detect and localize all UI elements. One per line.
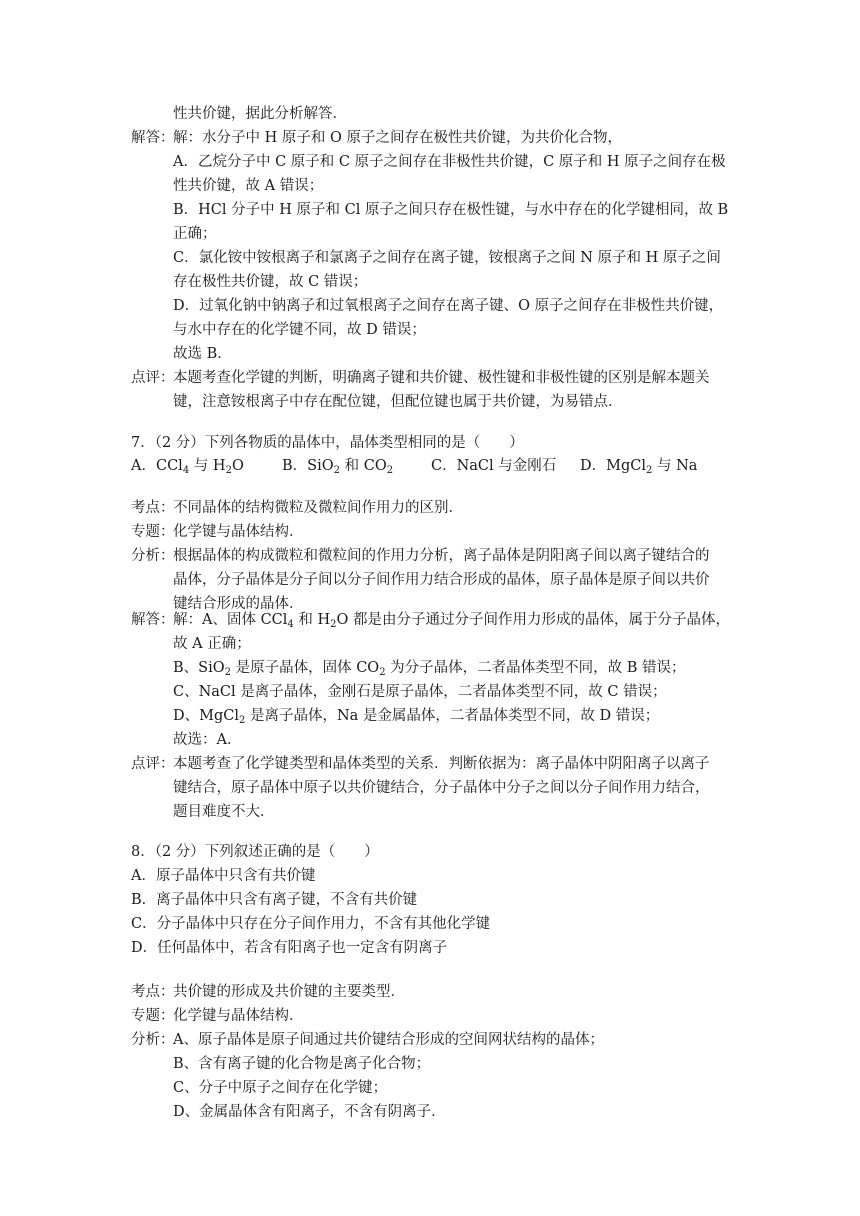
option-c: C．NaCl 与金刚石: [431, 458, 557, 474]
line-text: 晶体，分子晶体是分子间以分子间作用力结合形成的晶体，原子晶体是原子间以共价: [173, 572, 710, 588]
line-text: 存在极性共价键，故 C 错误；: [173, 274, 368, 290]
text-line: [0, 1052, 860, 1076]
text-line: [0, 1076, 860, 1100]
line-text: D、金属晶体含有阳离子，不含有阴离子．: [173, 1104, 446, 1120]
line-text: 化学键与晶体结构．: [173, 1008, 304, 1024]
line-text: B．HCl 分子中 H 原子和 Cl 原子之间只存在极性键，与水中存在的化学键相同，故 B: [173, 202, 729, 218]
line-text: 共价键的形成及共价键的主要类型．: [173, 984, 405, 1000]
question-text: 7．（2 分）下列各物质的晶体中，晶体类型相同的是（ ）: [131, 435, 524, 451]
line-text: D、MgCl$_2$ 是离子晶体，Na 是金属晶体，二者晶体类型不同，故 D 错误；: [173, 708, 660, 726]
line-text: 性共价键，故 A 错误；: [173, 178, 324, 194]
topic-section: [0, 1004, 860, 1028]
question-7-stem: [0, 431, 860, 455]
option-text: D．任何晶体中，若含有阳离子也一定含有阴离子: [131, 940, 448, 956]
line-text: C、NaCl 是离子晶体，金刚石是原子晶体，二者晶体类型不同，故 C 错误；: [173, 684, 667, 700]
text-line: [0, 390, 860, 414]
text-line: [0, 1100, 860, 1124]
comment-section: [0, 752, 860, 776]
section-label: 考点：: [131, 984, 175, 1000]
section-label: 专题：: [131, 1008, 175, 1024]
line-text: 解：A、固体 CCl$_4$ 和 $H_2O$ 都是由分子通过分子间作用力形成的晶体，属于分子晶体，: [173, 612, 731, 630]
line-text: 与水中存在的化学键不同，故 D 错误；: [173, 322, 426, 338]
text-line: [0, 102, 860, 126]
question-7-options: [0, 454, 860, 478]
section-label: 专题：: [131, 524, 175, 540]
section-label: 点评：: [131, 370, 175, 386]
line-text: B、SiO$_2$ 是原子晶体，固体 $CO_2$ 为分子晶体，二者晶体类型不同，故 B 错误；: [173, 660, 686, 678]
line-text: 根据晶体的构成微粒和微粒间的作用力分析，离子晶体是阴阳离子间以离子键结合的: [173, 548, 710, 564]
line-text: 不同晶体的结构微粒及微粒间作用力的区别．: [173, 500, 463, 516]
line-text: D．过氧化钠中钠离子和过氧根离子之间存在离子键、O 原子之间存在非极性共价键，: [173, 298, 724, 314]
text-line: [0, 656, 860, 680]
option-a: A．CCl$_4$ 与 $H_2O$: [131, 458, 244, 476]
line-text: 键结合，原子晶体中原子以共价键结合，分子晶体中分子之间以分子间作用力结合，: [173, 780, 710, 796]
question-text: 8．（2 分）下列叙述正确的是（ ）: [131, 844, 379, 860]
text-line: [0, 704, 860, 728]
line-text: C．氯化铵中铵根离子和氯离子之间存在离子键，铵根离子之间 N 原子和 H 原子之间: [173, 250, 721, 266]
text-line: [0, 270, 860, 294]
line-text: A、原子晶体是原子间通过共价键结合形成的空间网状结构的晶体；: [173, 1032, 604, 1048]
text-line: [0, 198, 860, 222]
line-text: 解：水分子中 H 原子和 O 原子之间存在极性共价键，为共价化合物，: [173, 130, 622, 146]
line-text: 故选 B．: [173, 346, 232, 362]
key-point-section: [0, 980, 860, 1004]
section-label: 分析：: [131, 1032, 175, 1048]
line-text: 性共价键，据此分析解答．: [173, 106, 347, 122]
analysis-section: [0, 1028, 860, 1052]
text-line: [0, 568, 860, 592]
line-text: B、含有离子键的化合物是离子化合物；: [173, 1056, 431, 1072]
section-label: 分析：: [131, 548, 175, 564]
line-text: 键结合形成的晶体．: [173, 596, 304, 612]
text-line: [0, 728, 860, 752]
comment-section: [0, 366, 860, 390]
line-text: 本题考查了化学键类型和晶体类型的关系．判断依据为：离子晶体中阴阳离子以离子: [173, 756, 710, 772]
section-label: 点评：: [131, 756, 175, 772]
text-line: [0, 246, 860, 270]
key-point-section: [0, 496, 860, 520]
text-line: [0, 174, 860, 198]
line-text: 题目难度不大．: [173, 804, 275, 820]
line-text: 键，注意铵根离子中存在配位键，但配位键也属于共价键，为易错点．: [173, 394, 623, 410]
section-label: 解答：: [131, 130, 175, 146]
section-label: 解答：: [131, 612, 175, 628]
line-text: C、分子中原子之间存在化学键；: [173, 1080, 388, 1096]
answer-section: [0, 608, 860, 632]
line-text: 化学键与晶体结构．: [173, 524, 304, 540]
line-text: 故选：A．: [173, 732, 242, 748]
option-a: [0, 864, 860, 888]
option-b: B．SiO$_2$ 和 $CO_2$: [282, 458, 394, 476]
text-line: [0, 342, 860, 366]
option-d: [0, 936, 860, 960]
text-line: [0, 150, 860, 174]
option-text: A．原子晶体中只含有共价键: [131, 868, 316, 884]
question-8-stem: [0, 840, 860, 864]
text-line: [0, 800, 860, 824]
text-line: [0, 222, 860, 246]
option-d: D．MgCl$_2$ 与 Na: [580, 458, 698, 476]
option-text: C．分子晶体中只存在分子间作用力，不含有其他化学键: [131, 916, 491, 932]
option-c: [0, 912, 860, 936]
text-line: [0, 294, 860, 318]
text-line: [0, 632, 860, 656]
topic-section: [0, 520, 860, 544]
text-line: [0, 680, 860, 704]
line-text: 正确；: [173, 226, 217, 242]
option-text: B．离子晶体中只含有离子键，不含有共价键: [131, 892, 418, 908]
text-line: [0, 776, 860, 800]
text-line: [0, 318, 860, 342]
answer-section: [0, 126, 860, 150]
line-text: 本题考查化学键的判断，明确离子键和共价键、极性键和非极性键的区别是解本题关: [173, 370, 710, 386]
line-text: 故 A 正确；: [173, 636, 251, 652]
analysis-section: [0, 544, 860, 568]
option-b: [0, 888, 860, 912]
line-text: A．乙烷分子中 C 原子和 C 原子之间存在非极性共价键，C 原子和 H 原子之间存在极: [173, 154, 726, 170]
section-label: 考点：: [131, 500, 175, 516]
